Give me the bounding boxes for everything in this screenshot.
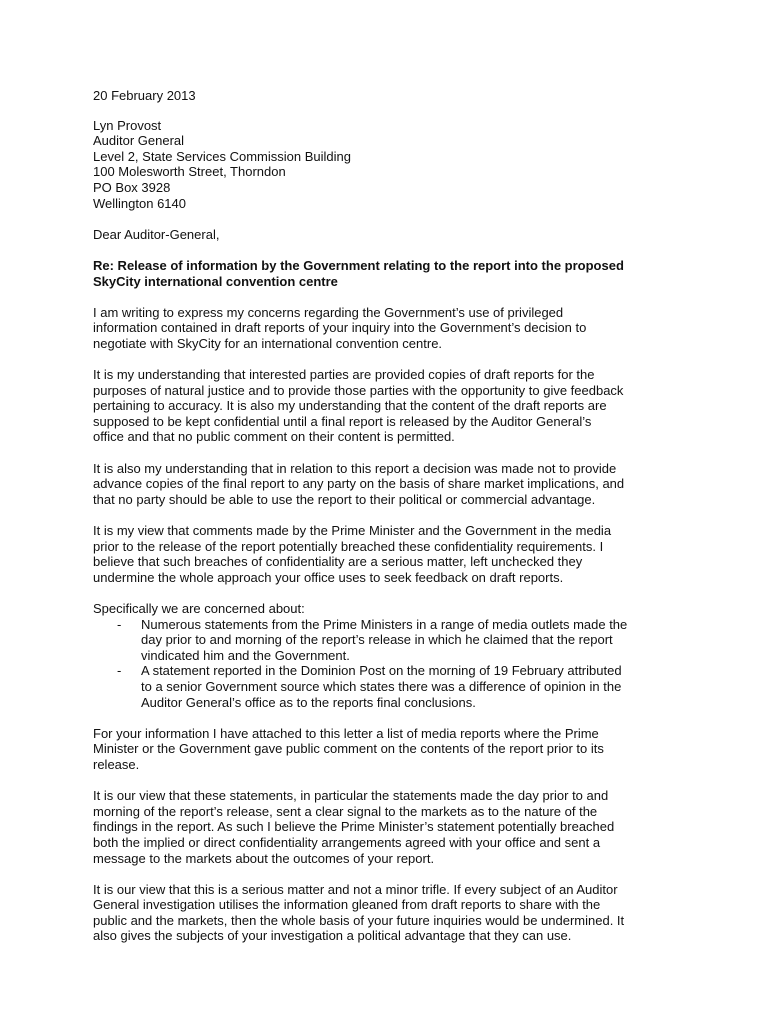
paragraph-line: I am writing to express my concerns regarding the Government’s use of privileged (93, 304, 564, 320)
paragraph-line: For your information I have attached to this letter a list of media reports where the Prime (93, 725, 599, 741)
concerns-section (93, 601, 683, 710)
dash-bullet: - (117, 616, 122, 632)
recipient-name: Lyn Provost (93, 117, 162, 133)
paragraph-line: that no party should be able to use the report to their political or commercial advantage. (93, 491, 596, 507)
list-item (93, 617, 683, 664)
paragraph-line: undermine the whole approach your office uses to seek feedback on draft reports. (93, 569, 564, 585)
list-item-line: A statement reported in the Dominion Post on the morning of 19 February attributed (141, 663, 622, 679)
paragraph-line: findings in the report. As such I believe the Prime Minister’s statement potentially breached (93, 819, 615, 835)
salutation-text: Dear Auditor-General, (93, 226, 220, 242)
list-item-line: Auditor General’s office as to the reports final conclusions. (141, 694, 476, 710)
paragraph-line: It is my view that comments made by the Prime Minister and the Government in the media (93, 523, 612, 539)
recipient-address (93, 118, 683, 212)
paragraph-line: information contained in draft reports of your inquiry into the Government’s decision to (93, 320, 587, 336)
subject-line: Re: Release of information by the Government relating to the report into the proposed (93, 257, 624, 273)
paragraph (93, 367, 683, 445)
concerns-intro: Specifically we are concerned about: (93, 601, 305, 616)
list-item-line: Numerous statements from the Prime Ministers in a range of media outlets made the (141, 616, 628, 632)
paragraph-line: It is also my understanding that in relation to this report a decision was made not to provide (93, 460, 617, 476)
subject-line: SkyCity international convention centre (93, 273, 338, 289)
recipient-address-line: PO Box 3928 (93, 179, 171, 195)
paragraph (93, 523, 683, 585)
paragraph-line: both the implied or direct confidentiality arrangements agreed with your office and sent a (93, 834, 601, 850)
paragraph-line: It is our view that this is a serious matter and not a minor trifle. If every subject of an Auditor (93, 881, 618, 897)
recipient-address-line: 100 Molesworth Street, Thorndon (93, 164, 286, 180)
paragraph (93, 461, 683, 508)
paragraph-line: believe that such breaches of confidentiality are a serious matter, left unchecked they (93, 554, 583, 570)
recipient-address-line: Wellington 6140 (93, 195, 186, 211)
dash-bullet: - (117, 663, 122, 679)
paragraph (93, 788, 683, 866)
paragraph-line: supposed to be kept confidential until a final report is released by the Auditor General’s (93, 413, 592, 429)
paragraph-line: morning of the report’s release, sent a clear signal to the markets as to the nature of the (93, 803, 598, 819)
paragraph-line: It is my understanding that interested parties are provided copies of draft reports for the (93, 367, 595, 383)
letter-page (93, 88, 683, 960)
paragraph-line: message to the markets about the outcomes of your report. (93, 850, 435, 866)
paragraph-line: public and the markets, then the whole basis of your future inquiries would be undermined. It (93, 912, 625, 928)
paragraph-line: purposes of natural justice and to provide those parties with the opportunity to give feedback (93, 382, 624, 398)
paragraph-line: release. (93, 756, 140, 772)
list-item-line: to a senior Government source which states there was a difference of opinion in the (141, 678, 622, 694)
date-text: 20 February 2013 (93, 88, 196, 103)
paragraph-line: It is our view that these statements, in particular the statements made the day prior to and (93, 788, 609, 804)
letter-date (93, 88, 683, 104)
paragraph (93, 305, 683, 352)
list-item-line: vindicated him and the Government. (141, 647, 350, 663)
paragraph-line: office and that no public comment on their content is permitted. (93, 429, 455, 445)
paragraph (93, 726, 683, 773)
paragraph-line: General investigation utilises the information gleaned from draft reports to share with the (93, 897, 601, 913)
salutation (93, 227, 683, 243)
list-item (93, 663, 683, 710)
recipient-address-line: Level 2, State Services Commission Building (93, 148, 351, 164)
recipient-title: Auditor General (93, 133, 185, 149)
paragraph-line: Minister or the Government gave public comment on the contents of the report prior to its (93, 741, 604, 757)
paragraph-line: also gives the subjects of your investigation a political advantage that they can use. (93, 928, 572, 944)
paragraph-line: advance copies of the final report to any party on the basis of share market implications, and (93, 476, 625, 492)
list-item-line: day prior to and morning of the report’s release in which he claimed that the report (141, 632, 613, 648)
paragraph-line: pertaining to accuracy. It is also my understanding that the content of the draft reports are (93, 398, 607, 414)
paragraph (93, 882, 683, 944)
concerns-list (93, 617, 683, 711)
paragraph-line: prior to the release of the report potentially breached these confidentiality requirements. I (93, 538, 604, 554)
subject-heading (93, 258, 683, 289)
paragraph-line: negotiate with SkyCity for an international convention centre. (93, 335, 443, 351)
